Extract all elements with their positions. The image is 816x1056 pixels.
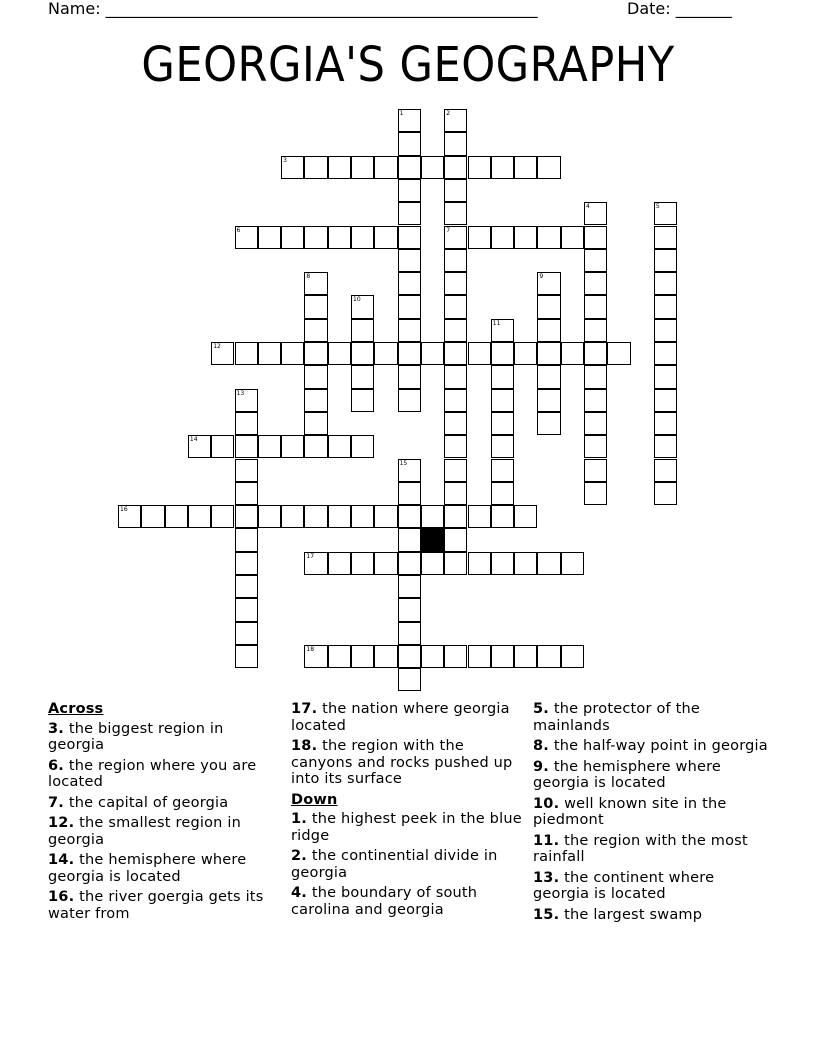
crossword-cell[interactable] [491, 552, 514, 575]
crossword-cell[interactable] [468, 226, 491, 249]
clue-down-11 [533, 833, 773, 866]
cell-number: 13 [236, 389, 245, 397]
crossword-cell[interactable] [584, 319, 607, 342]
crossword-cell[interactable] [398, 342, 421, 365]
crossword-cell[interactable] [304, 156, 327, 179]
crossword-cell[interactable] [561, 226, 584, 249]
crossword-cell[interactable] [211, 435, 234, 458]
crossword-cell[interactable] [491, 505, 514, 528]
crossword-cell[interactable] [398, 202, 421, 225]
crossword-cell[interactable] [584, 342, 607, 365]
crossword-cell[interactable] [444, 412, 467, 435]
crossword-cell[interactable] [351, 319, 374, 342]
crossword-cell[interactable] [398, 295, 421, 318]
crossword-cell[interactable] [398, 622, 421, 645]
crossword-cell[interactable] [444, 505, 467, 528]
crossword-cell[interactable] [444, 342, 467, 365]
clue-number: 8. [533, 738, 549, 754]
crossword-cell[interactable] [398, 528, 421, 551]
crossword-cell[interactable] [584, 272, 607, 295]
crossword-cell[interactable] [304, 412, 327, 435]
crossword-cell[interactable] [491, 389, 514, 412]
clue-across-6 [48, 758, 280, 791]
crossword-cell[interactable] [398, 272, 421, 295]
crossword-cell[interactable] [235, 622, 258, 645]
crossword-cell[interactable] [398, 109, 421, 132]
crossword-cell[interactable] [304, 389, 327, 412]
crossword-cell[interactable] [444, 435, 467, 458]
crossword-cell[interactable] [281, 156, 304, 179]
crossword-cell[interactable] [281, 226, 304, 249]
crossword-cell[interactable] [561, 342, 584, 365]
clue-text: the hemisphere where georgia is located [48, 852, 247, 885]
clue-number: 16. [48, 889, 75, 905]
clue-number: 4. [291, 885, 307, 901]
crossword-cell[interactable] [374, 505, 397, 528]
crossword-cell[interactable] [398, 668, 421, 691]
crossword-cell[interactable] [444, 226, 467, 249]
clue-number: 11. [533, 832, 560, 849]
crossword-cell[interactable] [235, 459, 258, 482]
crossword-cell[interactable] [328, 156, 351, 179]
clue-text: the river goergia gets its water from [48, 889, 264, 922]
crossword-cell[interactable] [444, 482, 467, 505]
clue-down-15 [533, 907, 773, 924]
crossword-cell[interactable] [468, 342, 491, 365]
crossword-cell[interactable] [491, 645, 514, 668]
crossword-cell[interactable] [398, 598, 421, 621]
crossword-cell[interactable] [398, 249, 421, 272]
clue-number: 5. [533, 701, 549, 717]
crossword-cell[interactable] [654, 389, 677, 412]
crossword-cell[interactable] [211, 505, 234, 528]
clues-column-1 [48, 701, 280, 926]
crossword-cell[interactable] [351, 435, 374, 458]
crossword-cell[interactable] [537, 156, 560, 179]
clue-number: 17. [291, 701, 318, 717]
crossword-cell[interactable] [211, 342, 234, 365]
crossword-cell[interactable] [514, 552, 537, 575]
crossword-cell[interactable] [398, 132, 421, 155]
crossword-cell[interactable] [258, 226, 281, 249]
clue-down-13 [533, 870, 773, 903]
crossword-cell[interactable] [537, 319, 560, 342]
crossword-cell[interactable] [235, 598, 258, 621]
crossword-cell[interactable] [304, 342, 327, 365]
crossword-cell[interactable] [304, 505, 327, 528]
clue-across-14 [48, 852, 280, 885]
crossword-cell[interactable] [584, 389, 607, 412]
crossword-cell[interactable] [444, 319, 467, 342]
clue-text: the protector of the mainlands [533, 701, 701, 734]
clue-text: the capital of georgia [68, 794, 229, 811]
crossword-cell[interactable] [514, 505, 537, 528]
crossword-cell[interactable] [654, 435, 677, 458]
crossword-cell[interactable] [398, 505, 421, 528]
crossword-cell[interactable] [235, 552, 258, 575]
clue-down-10 [533, 796, 773, 829]
cell-number: 16 [120, 506, 128, 514]
crossword-cell[interactable] [514, 645, 537, 668]
clue-number: 3. [48, 720, 64, 737]
crossword-cell[interactable] [188, 435, 211, 458]
crossword-cell[interactable] [584, 202, 607, 225]
across-heading: Across [48, 701, 104, 717]
crossword-cell[interactable] [235, 575, 258, 598]
crossword-cell[interactable] [304, 272, 327, 295]
crossword-cell[interactable] [444, 365, 467, 388]
crossword-cell[interactable] [654, 226, 677, 249]
crossword-cell[interactable] [444, 528, 467, 551]
crossword-cell[interactable] [444, 156, 467, 179]
crossword-cell[interactable] [444, 272, 467, 295]
clue-number: 10. [533, 795, 560, 812]
cell-number: 3 [283, 156, 287, 164]
crossword-cell[interactable] [351, 645, 374, 668]
cell-number: 1 [399, 110, 404, 117]
crossword-cell[interactable] [398, 179, 421, 202]
crossword-cell[interactable] [584, 482, 607, 505]
clue-text: the largest swamp [564, 906, 703, 923]
crossword-cell[interactable] [537, 389, 560, 412]
crossword-cell[interactable] [258, 435, 281, 458]
clue-number: 1. [291, 811, 307, 827]
crossword-cell[interactable] [491, 365, 514, 388]
clue-across-17 [291, 701, 523, 734]
crossword-cell[interactable] [304, 365, 327, 388]
crossword-cell[interactable] [584, 412, 607, 435]
cell-number: 15 [399, 459, 408, 467]
crossword-cell[interactable] [398, 389, 421, 412]
crossword-cell[interactable] [561, 645, 584, 668]
clue-down-1 [291, 811, 523, 844]
crossword-cell[interactable] [491, 435, 514, 458]
clue-text: the hemisphere where georgia is located [533, 758, 722, 791]
crossword-cell[interactable] [374, 226, 397, 249]
clues-column-3 [533, 701, 773, 927]
cell-number: 9 [539, 273, 544, 281]
crossword-cell[interactable] [235, 528, 258, 551]
crossword-cell[interactable] [654, 295, 677, 318]
crossword-cell[interactable] [421, 342, 444, 365]
crossword-cell[interactable] [328, 505, 351, 528]
crossword-cell[interactable] [421, 552, 444, 575]
crossword-cell[interactable] [654, 342, 677, 365]
clue-number: 14. [48, 852, 75, 868]
crossword-cell[interactable] [537, 552, 560, 575]
crossword-cell[interactable] [537, 365, 560, 388]
crossword-cell[interactable] [235, 505, 258, 528]
crossword-cell[interactable] [444, 295, 467, 318]
crossword-cell[interactable] [235, 389, 258, 412]
crossword-cell[interactable] [537, 295, 560, 318]
crossword-cell[interactable] [561, 552, 584, 575]
crossword-cell[interactable] [281, 342, 304, 365]
crossword-cell[interactable] [514, 156, 537, 179]
crossword-cell[interactable] [654, 482, 677, 505]
crossword-cell[interactable] [141, 505, 164, 528]
crossword-cell[interactable] [398, 575, 421, 598]
crossword-cell[interactable] [584, 459, 607, 482]
crossword-cell[interactable] [374, 645, 397, 668]
crossword-cell[interactable] [398, 552, 421, 575]
crossword-cell[interactable] [258, 342, 281, 365]
clue-number: 6. [48, 757, 64, 774]
clue-across-16 [48, 889, 280, 922]
crossword-cell[interactable] [444, 179, 467, 202]
crossword-cell[interactable] [398, 319, 421, 342]
name-field-label[interactable]: Name: ______________________________________________________ [48, 0, 538, 18]
crossword-cell[interactable] [421, 505, 444, 528]
clue-text: well known site in the piedmont [533, 795, 727, 828]
crossword-cell[interactable] [584, 226, 607, 249]
crossword-cell[interactable] [304, 435, 327, 458]
cell-number: 10 [353, 296, 361, 304]
crossword-cell[interactable] [398, 482, 421, 505]
crossword-cell[interactable] [351, 552, 374, 575]
crossword-cell[interactable] [491, 412, 514, 435]
clue-number: 15. [533, 906, 560, 923]
crossword-cell[interactable] [514, 342, 537, 365]
clue-text: the continential divide in georgia [291, 848, 498, 881]
down-heading: Down [291, 791, 338, 808]
crossword-cell[interactable] [444, 109, 467, 132]
crossword-cell[interactable] [584, 295, 607, 318]
cell-number: 14 [189, 436, 198, 444]
crossword-cell[interactable] [351, 295, 374, 318]
crossword-cell[interactable] [584, 249, 607, 272]
crossword-cell[interactable] [328, 342, 351, 365]
crossword-cell[interactable] [235, 412, 258, 435]
cell-number: 6 [236, 226, 241, 234]
clue-down-4 [291, 885, 523, 918]
clue-text: the nation where georgia located [291, 701, 510, 734]
crossword-cell[interactable] [304, 295, 327, 318]
clue-down-2 [291, 848, 523, 881]
crossword-cell[interactable] [351, 505, 374, 528]
date-field-label[interactable]: Date: _______ [627, 0, 732, 18]
crossword-cell[interactable] [444, 645, 467, 668]
crossword-cell[interactable] [468, 645, 491, 668]
cell-number: 2 [446, 110, 451, 117]
crossword-cell[interactable] [444, 389, 467, 412]
clue-across-18 [291, 738, 523, 788]
clue-number: 12. [48, 815, 75, 831]
clue-text: the biggest region in georgia [48, 720, 224, 753]
cell-number: 4 [586, 203, 590, 211]
cell-number: 17 [306, 552, 315, 560]
crossword-cell[interactable] [654, 272, 677, 295]
crossword-cell[interactable] [491, 459, 514, 482]
crossword-cell[interactable] [351, 342, 374, 365]
crossword-cell[interactable] [491, 342, 514, 365]
crossword-cell[interactable] [654, 202, 677, 225]
crossword-cell[interactable] [398, 156, 421, 179]
crossword-cell[interactable] [537, 226, 560, 249]
crossword-cell[interactable] [491, 482, 514, 505]
crossword-cell[interactable] [607, 342, 630, 365]
crossword-cell[interactable] [235, 342, 258, 365]
crossword-cell[interactable] [351, 365, 374, 388]
clue-number: 13. [533, 869, 560, 886]
crossword-cell[interactable] [398, 365, 421, 388]
clue-text: the boundary of south carolina and georgia [291, 885, 478, 918]
crossword-cell[interactable] [328, 552, 351, 575]
cell-number: 5 [655, 203, 660, 211]
clue-across-12 [48, 815, 280, 848]
crossword-cell[interactable] [188, 505, 211, 528]
crossword-cell[interactable] [654, 412, 677, 435]
clue-number: 18. [291, 738, 318, 754]
crossword-cell[interactable] [374, 156, 397, 179]
clue-text: the smallest region in georgia [48, 815, 241, 848]
crossword-cell[interactable] [444, 132, 467, 155]
crossword-cell[interactable] [328, 435, 351, 458]
clue-number: 9. [533, 758, 549, 775]
crossword-cell[interactable] [537, 645, 560, 668]
crossword-cell[interactable] [351, 156, 374, 179]
cell-number: 8 [306, 273, 311, 281]
crossword-cell[interactable] [468, 552, 491, 575]
clues-column-2 [291, 701, 523, 922]
clue-text: the continent where georgia is located [533, 869, 715, 902]
page-title: GEORGIA'S GEOGRAPHY [141, 37, 675, 93]
clue-down-8 [533, 738, 773, 755]
crossword-cell[interactable] [514, 226, 537, 249]
crossword-cell[interactable] [491, 156, 514, 179]
crossword-cell[interactable] [304, 645, 327, 668]
crossword-cell[interactable] [281, 505, 304, 528]
crossword-cell[interactable] [444, 552, 467, 575]
clue-number: 7. [48, 794, 64, 811]
crossword-cell[interactable] [654, 459, 677, 482]
crossword-cell[interactable] [118, 505, 141, 528]
cell-number: 18 [306, 645, 315, 653]
cell-number: 7 [446, 226, 451, 234]
crossword-cell[interactable] [444, 202, 467, 225]
crossword-cell[interactable] [444, 459, 467, 482]
crossword-cell[interactable] [165, 505, 188, 528]
clue-text: the region where you are located [48, 757, 257, 790]
crossword-cell[interactable] [654, 319, 677, 342]
crossword-cell[interactable] [235, 482, 258, 505]
crossword-cell[interactable] [584, 435, 607, 458]
crossword-cell[interactable] [281, 435, 304, 458]
crossword-cell[interactable] [654, 249, 677, 272]
cell-number: 11 [492, 319, 501, 327]
crossword-cell[interactable] [258, 505, 281, 528]
crossword-cell[interactable] [444, 249, 467, 272]
crossword-cell[interactable] [328, 645, 351, 668]
crossword-cell[interactable] [235, 226, 258, 249]
crossword-cell[interactable] [235, 435, 258, 458]
clue-text: the region with the most rainfall [533, 832, 748, 865]
crossword-cell[interactable] [398, 226, 421, 249]
crossword-cell[interactable] [537, 342, 560, 365]
clue-down-5 [533, 701, 773, 734]
crossword-cell[interactable] [537, 272, 560, 295]
crossword-cell[interactable] [398, 645, 421, 668]
clue-across-7 [48, 795, 280, 812]
cell-number: 12 [213, 343, 221, 350]
crossword-cell[interactable] [491, 226, 514, 249]
clue-text: the highest peek in the blue ridge [291, 811, 522, 844]
crossword-cell[interactable] [654, 365, 677, 388]
crossword-cell[interactable] [304, 319, 327, 342]
clue-text: the half-way point in georgia [553, 738, 768, 754]
crossword-cell[interactable] [235, 645, 258, 668]
crossword-cell[interactable] [468, 505, 491, 528]
clue-across-3 [48, 721, 280, 754]
crossword-cell[interactable] [351, 226, 374, 249]
crossword-cell[interactable] [304, 552, 327, 575]
crossword-cell[interactable] [374, 342, 397, 365]
crossword-cell[interactable] [537, 412, 560, 435]
crossword-black-cell [421, 528, 444, 551]
crossword-cell[interactable] [584, 365, 607, 388]
crossword-cell[interactable] [328, 226, 351, 249]
clue-number: 2. [291, 848, 307, 864]
clue-down-9 [533, 759, 773, 792]
crossword-cell[interactable] [491, 319, 514, 342]
crossword-cell[interactable] [421, 645, 444, 668]
crossword-cell[interactable] [398, 459, 421, 482]
crossword-cell[interactable] [351, 389, 374, 412]
crossword-cell[interactable] [374, 552, 397, 575]
crossword-cell[interactable] [421, 156, 444, 179]
clue-text: the region with the canyons and rocks pushed up into its surface [291, 738, 513, 787]
crossword-cell[interactable] [468, 156, 491, 179]
crossword-cell[interactable] [304, 226, 327, 249]
